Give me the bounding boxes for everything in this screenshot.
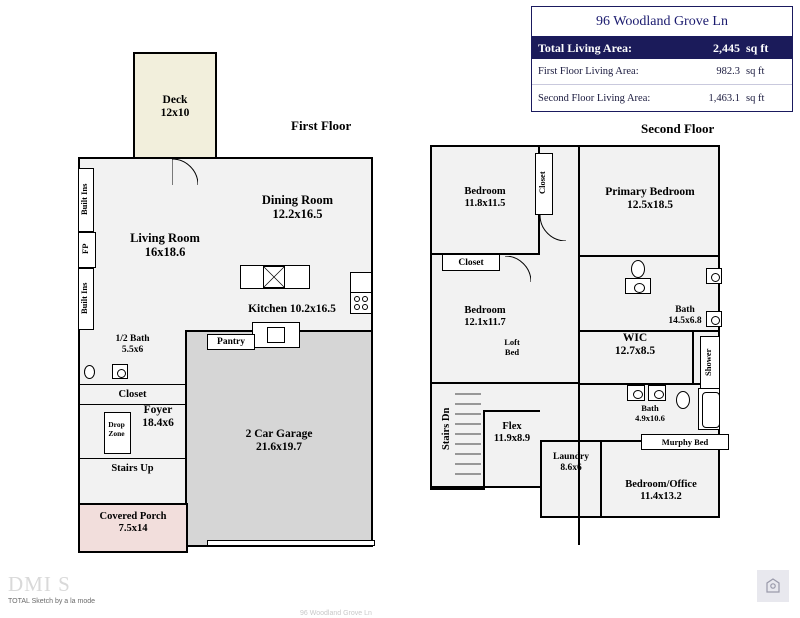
toilet-icon-hall-bath bbox=[676, 391, 690, 409]
closet-mid-door-arc bbox=[505, 256, 531, 282]
built-ins-bottom-label: Built Ins bbox=[79, 282, 90, 314]
sink-icon-hall-bath-2 bbox=[648, 385, 666, 401]
built-ins-top-label: Built Ins bbox=[79, 183, 90, 215]
second-floor-area-label: Second Floor Living Area: bbox=[538, 92, 651, 104]
kitchen-range bbox=[267, 327, 285, 343]
property-address: 96 Woodland Grove Ln bbox=[532, 7, 792, 37]
first-floor-area-unit: sq ft bbox=[746, 66, 765, 77]
shower-label: Shower bbox=[703, 348, 714, 376]
first-floor-heading: First Floor bbox=[291, 118, 352, 133]
kitchen-label: Kitchen 10.2x16.5 bbox=[248, 303, 336, 315]
flex-label: Flex 11.9x8.9 bbox=[493, 421, 531, 445]
sink-icon-primary-bath bbox=[625, 278, 651, 294]
second-floor-area-value: 1,463.1 bbox=[708, 92, 740, 104]
pantry-label: Pantry bbox=[207, 334, 255, 350]
closet-top-door-arc bbox=[540, 215, 566, 241]
title-block bbox=[531, 6, 793, 112]
footer-logo: DMI S bbox=[8, 572, 71, 596]
toilet-icon-primary-bath bbox=[631, 260, 645, 278]
living-room-label: Living Room 16x18.6 bbox=[130, 231, 200, 260]
stairs-dn-treads bbox=[455, 386, 481, 486]
half-bath-label: 1/2 Bath 5.5x6 bbox=[115, 334, 150, 355]
bedroom-front-label: Bedroom 11.8x11.5 bbox=[464, 186, 506, 210]
deck-label: Deck 12x10 bbox=[160, 94, 190, 120]
wall-stairs-bottom bbox=[430, 488, 485, 490]
first-floor-area-value: 982.3 bbox=[716, 66, 740, 77]
sink-icon-hall-bath-1 bbox=[627, 385, 645, 401]
second-floor-area-unit: sq ft bbox=[746, 92, 765, 104]
wall-shower-left bbox=[692, 330, 694, 385]
vanity-icon-primary-bath-2 bbox=[706, 311, 722, 327]
closet-top-label: Closet bbox=[537, 171, 548, 195]
covered-porch-label: Covered Porch 7.5x14 bbox=[99, 511, 167, 535]
bedroom-mid-label: Bedroom 12.1x11.7 bbox=[464, 305, 506, 329]
dining-room-label: Dining Room 12.2x16.5 bbox=[261, 193, 334, 222]
stairs-dn-label: Stairs Dn bbox=[440, 407, 452, 451]
total-living-area-label: Total Living Area: bbox=[538, 40, 633, 55]
murphy-bed-label: Murphy Bed bbox=[641, 434, 729, 450]
footer-center-caption: 96 Woodland Grove Ln bbox=[300, 610, 372, 617]
wic-label: WIC 12.7x8.5 bbox=[614, 332, 656, 358]
footer-badge-icon bbox=[757, 570, 789, 602]
laundry-label: Laundry 8.6x6 bbox=[553, 452, 589, 473]
first-floor-area-row bbox=[532, 59, 792, 85]
bedroom-office-label: Bedroom/Office 11.4x13.2 bbox=[625, 479, 697, 503]
footer-attribution: TOTAL Sketch by a la mode bbox=[8, 598, 96, 605]
second-floor-area-row bbox=[532, 85, 792, 111]
fireplace-label: FP bbox=[80, 243, 91, 255]
closet-mid-label: Closet bbox=[442, 254, 500, 271]
toilet-icon-half-bath bbox=[84, 365, 95, 379]
total-living-area-value: 2,445 bbox=[713, 40, 740, 55]
garage-label: 2 Car Garage 21.6x19.7 bbox=[245, 428, 313, 454]
refrigerator bbox=[350, 272, 372, 294]
total-living-area-row bbox=[532, 37, 792, 59]
primary-bedroom-label: Primary Bedroom 12.5x18.5 bbox=[605, 186, 695, 212]
second-floor-heading: Second Floor bbox=[641, 121, 715, 136]
foyer-label: Foyer 18.4x6 bbox=[142, 404, 174, 430]
closet-label-first-floor: Closet bbox=[118, 389, 147, 400]
wall-flex-top bbox=[483, 410, 540, 412]
stairs-up-label: Stairs Up bbox=[111, 463, 154, 474]
drop-zone-label: Drop Zone bbox=[108, 420, 125, 438]
kitchen-sink bbox=[263, 266, 285, 288]
vanity-icon-primary-bath-1 bbox=[706, 268, 722, 284]
tub-icon-hall-bath bbox=[698, 388, 720, 430]
total-living-area-unit: sq ft bbox=[746, 40, 769, 55]
deck-door-arc bbox=[172, 159, 198, 185]
wall-primary-bottom bbox=[578, 255, 720, 257]
stairs-divider bbox=[78, 458, 187, 459]
sink-icon-half-bath bbox=[112, 364, 128, 379]
garage-door bbox=[207, 540, 375, 546]
oven bbox=[350, 292, 372, 314]
first-floor-area-label: First Floor Living Area: bbox=[538, 66, 639, 77]
hall-bath-label: Bath 4.9x10.6 bbox=[635, 403, 665, 423]
loft-bed-label: Loft Bed bbox=[504, 337, 520, 357]
primary-bath-label: Bath 14.5x6.8 bbox=[668, 305, 702, 326]
